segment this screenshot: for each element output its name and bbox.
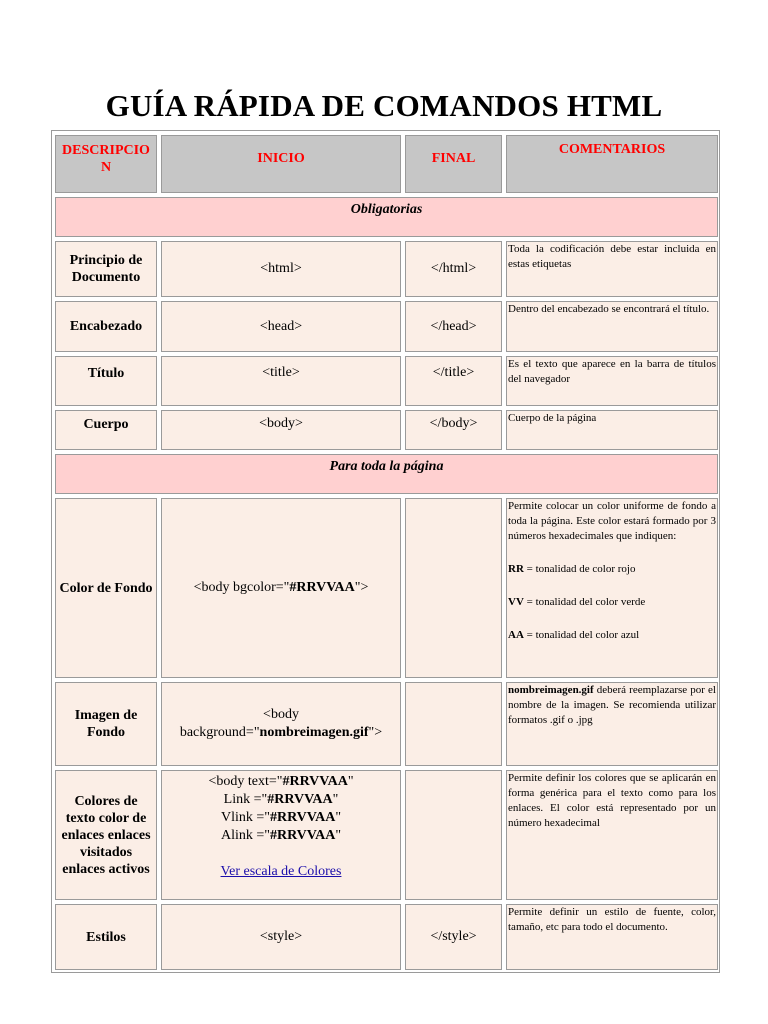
header-descripcion [55, 135, 157, 193]
comment-rr-bold: RR [508, 563, 524, 575]
row-principio-final [405, 241, 502, 297]
row-principio-comment [506, 241, 718, 297]
page-title: GUÍA RÁPIDA DE COMANDOS HTML [105, 88, 663, 123]
row-imagenfondo-desc [55, 682, 157, 766]
row-colorestexto-desc-text: Colores de texto color de enlaces enlaces visitados enlaces activos [61, 793, 151, 877]
row-encabezado-final [405, 301, 502, 352]
color-scale-link[interactable]: Ver escala de Colores [220, 864, 342, 879]
row-principio-desc-text: Principio de Documento [69, 253, 143, 285]
row-titulo-inicio-text: <title> [262, 365, 300, 380]
row-colorestexto-inicio [161, 770, 401, 900]
row-colorestexto-comment [506, 770, 718, 900]
code-line-3 [162, 809, 400, 827]
header-final-cell [405, 135, 502, 193]
code-post: " [347, 774, 354, 789]
header-comentarios-label: COMENTARIOS [558, 142, 666, 157]
code-post: " [332, 792, 339, 807]
row-colorfondo-desc [55, 498, 157, 678]
comment-vv-bold: VV [508, 596, 524, 608]
row-encabezado-final-text: </head> [430, 318, 477, 334]
code-bold: #RRVVAA [269, 828, 336, 843]
code-bold: #RRVVAA [269, 810, 336, 825]
row-imagenfondo-comment [506, 682, 718, 766]
code-line-2 [180, 724, 382, 742]
row-titulo-comment-text: Es el texto que aparece en la barra de títulos del navegador [508, 358, 716, 385]
comment-bold: nombreimagen.gif [508, 684, 594, 696]
row-encabezado-inicio-text: <head> [259, 318, 303, 334]
row-cuerpo-inicio-text: <body> [259, 416, 303, 431]
comment-rr-text: = tonalidad de color rojo [523, 563, 636, 575]
code-pre: Alink =" [220, 828, 270, 843]
section-pagina [55, 454, 718, 494]
row-titulo-desc-text: Título [87, 365, 125, 381]
header-comentarios-cell [506, 135, 718, 193]
row-cuerpo-inicio [161, 410, 401, 450]
row-colorestexto-desc [55, 770, 157, 900]
row-colorfondo-desc-text: Color de Fondo [59, 580, 153, 596]
row-imagenfondo-final [405, 682, 502, 766]
code-bold: nombreimagen.gif [259, 725, 369, 740]
code-bold: #RRVVAA [267, 792, 333, 807]
code-post: "> [354, 580, 369, 595]
code-pre: Vlink =" [220, 810, 270, 825]
row-colorestexto-comment-text: Permite definir los colores que se aplicarán en forma genérica para el texto como para los enlaces. El color está representado por un número hexadecimal [508, 772, 716, 829]
header-inicio-cell [161, 135, 401, 193]
comment-vv [508, 595, 716, 610]
row-principio-comment-text: Toda la codificación debe estar incluida en estas etiquetas [508, 243, 716, 270]
row-colorfondo-comment [506, 498, 718, 678]
row-principio-final-text: </html> [430, 261, 477, 276]
comment-aa-text: = tonalidad del color azul [523, 629, 640, 641]
code-pre: Link =" [223, 792, 268, 807]
row-encabezado-comment [506, 301, 718, 352]
code-pre: <body text=" [208, 774, 283, 789]
code-pre: background=" [179, 725, 260, 740]
code-line-1 [162, 773, 400, 791]
comment-vv-text: = tonalidad del color verde [523, 596, 646, 608]
row-estilos-final [405, 904, 502, 970]
row-estilos-inicio [161, 904, 401, 970]
comment-intro: Permite colocar un color uniforme de fondo a toda la página. Este color estará formado por 3 números hexadecimales que indiquen: [508, 500, 716, 542]
code-line-4 [162, 827, 400, 845]
section-obligatorias [55, 197, 718, 237]
row-cuerpo-comment-text: Cuerpo de la página [508, 412, 597, 424]
row-encabezado-desc [55, 301, 157, 352]
code-post: " [335, 828, 342, 843]
commands-table [51, 130, 720, 973]
row-estilos-comment [506, 904, 718, 970]
row-titulo-inicio [161, 356, 401, 406]
code-line-1: <body [263, 707, 299, 722]
comment-rr [508, 562, 716, 577]
comment-aa-bold: AA [508, 629, 524, 641]
row-colorfondo-inicio [161, 498, 401, 678]
section-pagina-label: Para toda la página [329, 459, 444, 474]
row-imagenfondo-inicio [161, 682, 401, 766]
header-descripcion-label: DESCRIPCION [62, 143, 150, 175]
row-cuerpo-desc-text: Cuerpo [83, 416, 129, 432]
row-titulo-final-text: </title> [432, 365, 475, 380]
row-cuerpo-final [405, 410, 502, 450]
row-encabezado-comment-text: Dentro del encabezado se encontrará el título. [508, 303, 710, 315]
row-encabezado-inicio [161, 301, 401, 352]
row-principio-inicio [161, 241, 401, 297]
code-line-2 [162, 791, 400, 809]
row-estilos-final-text: </style> [430, 929, 477, 944]
row-encabezado-desc-text: Encabezado [69, 319, 143, 334]
row-cuerpo-comment [506, 410, 718, 450]
row-imagenfondo-desc-text: Imagen de Fondo [74, 708, 138, 740]
row-colorestexto-final [405, 770, 502, 900]
code-bold: #RRVVAA [289, 580, 355, 595]
row-colorfondo-final [405, 498, 502, 678]
row-titulo-final [405, 356, 502, 406]
code-post: " [335, 810, 342, 825]
code-bold: #RRVVAA [282, 774, 348, 789]
header-inicio-label: INICIO [257, 151, 305, 166]
header-final-label: FINAL [431, 151, 476, 166]
row-titulo-comment [506, 356, 718, 406]
color-scale-link-wrap [162, 863, 400, 881]
row-principio-desc [55, 241, 157, 297]
row-cuerpo-desc [55, 410, 157, 450]
row-cuerpo-final-text: </body> [429, 416, 478, 431]
section-obligatorias-label: Obligatorias [350, 202, 423, 217]
comment-aa [508, 628, 716, 643]
row-titulo-desc [55, 356, 157, 406]
row-principio-inicio-text: <html> [260, 261, 302, 276]
code-pre: <body bgcolor=" [193, 580, 290, 595]
row-estilos-inicio-text: <style> [259, 929, 303, 944]
code-post: "> [368, 725, 383, 740]
row-estilos-desc [55, 904, 157, 970]
row-estilos-comment-text: Permite definir un estilo de fuente, color, tamaño, etc para todo el documento. [508, 906, 716, 933]
row-colorfondo-inicio-code [194, 579, 369, 597]
comment-text: deberá reemplazarse por el nombre de la imagen. Se recomienda utilizar formatos .gif o .jpg [508, 684, 716, 726]
row-estilos-desc-text: Estilos [86, 929, 126, 945]
